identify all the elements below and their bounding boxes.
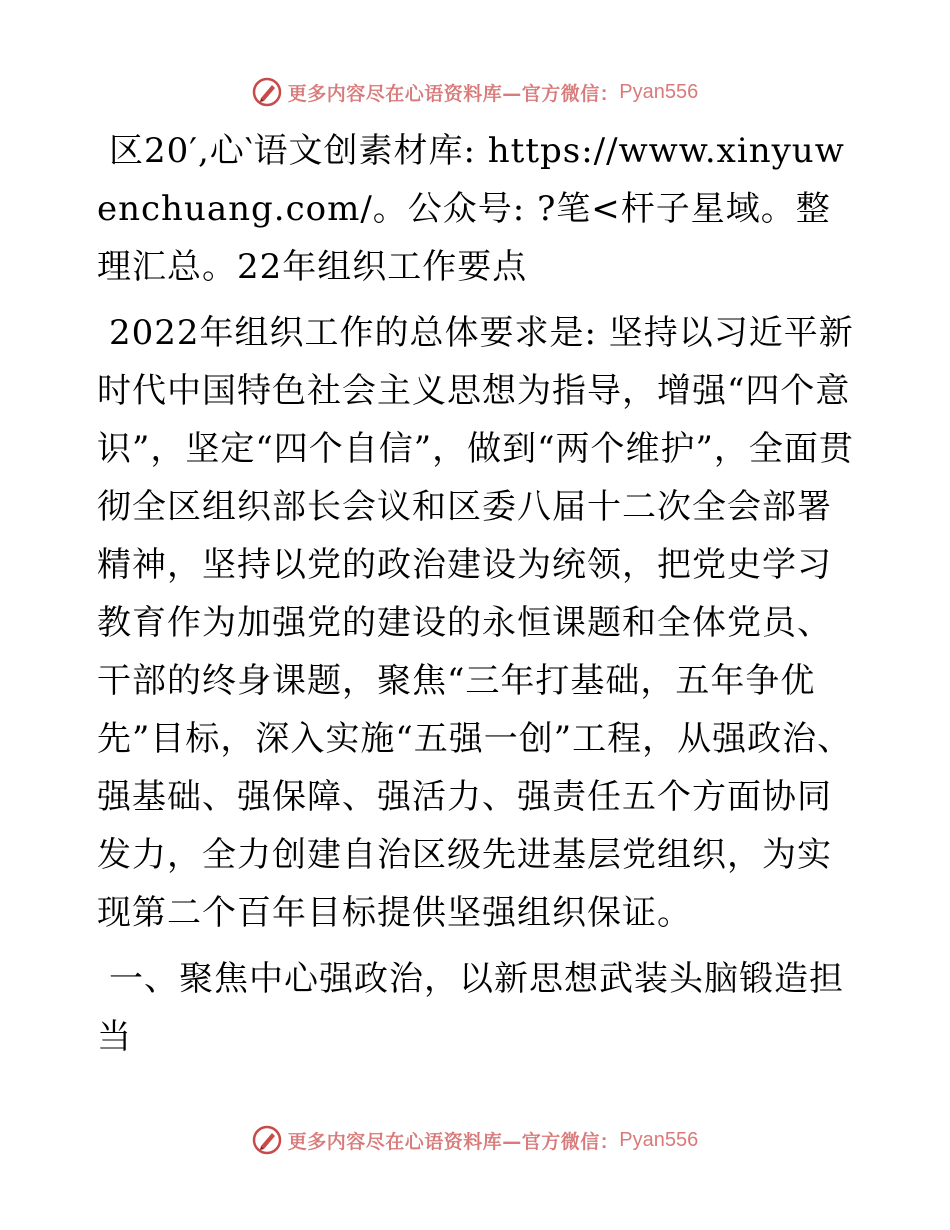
footer-watermark [0, 1120, 950, 1160]
watermark-text: 更多内容尽在心语资料库—官方微信： [287, 82, 620, 105]
body-paragraph: 2022年组织工作的总体要求是: 坚持以习近平新时代中国特色社会主义思想为指导，增强“四个意识”，坚定“四个自信”，做到“两个维护”，全面贯彻全区组织部长会议和区委八届十二次全会部署精神，坚持以党的政治建设为统领，把党史学习教育作为加强党的建设的永恒课题和全体党员、干部的终身课题，聚焦“三年打基础，五年争优先”目标，深入实施“五强一创”工程，从强政治、强基础、强保障、强活力、强责任五个方面协同发力，全力创建自治区级先进基层党组织，为实现第二个百年目标提供坚强组织保证。 [97, 313, 854, 933]
watermark-wechat-id: Pyan556 [619, 1128, 699, 1151]
watermark-wechat-id: Pyan556 [619, 80, 699, 103]
pen-logo-icon [252, 1125, 282, 1155]
document-body [97, 122, 857, 1066]
intro-paragraph: 区20′,心‵语文创素材库: https://www.xinyuwenchuang.com/。公众号: ?笔<杆子星域。整理汇总。22年组织工作要点 [97, 131, 845, 287]
watermark-text: 更多内容尽在心语资料库—官方微信： [287, 1130, 620, 1153]
section-heading: 一、聚焦中心强政治，以新思想武装头脑锻造担当 [97, 959, 844, 1057]
pen-logo-icon [252, 77, 282, 107]
header-watermark [0, 72, 950, 112]
